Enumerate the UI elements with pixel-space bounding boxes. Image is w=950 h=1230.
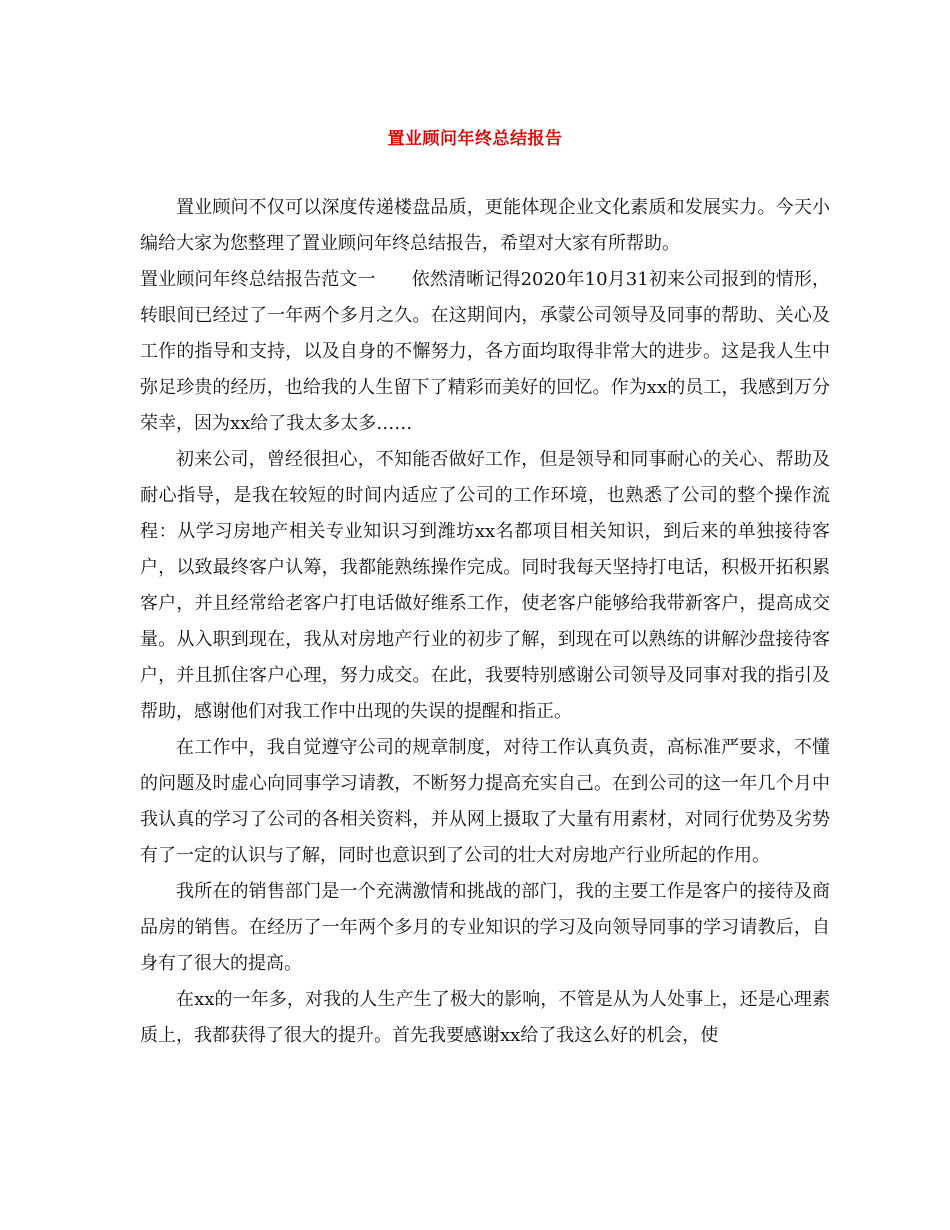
- body-paragraph: 在工作中，我自觉遵守公司的规章制度，对待工作认真负责，高标准严要求，不懂的问题及时虚心向同事学习请教，不断努力提高充实自己。在到公司的这一年几个月中我认真的学习了公司的各相关资料，并从网上摄取了大量有用素材，对同行优势及劣势有了一定的认识与了解，同时也意识到了公司的壮大对房地产行业所起的作用。: [140, 737, 830, 866]
- section-heading: 置业顾问年终总结报告范文一: [140, 269, 376, 290]
- document-title: 置业顾问年终总结报告: [387, 129, 563, 149]
- section-paragraph: [140, 262, 830, 442]
- body-paragraph: 我所在的销售部门是一个充满激情和挑战的部门，我的主要工作是客户的接待及商品房的销售。在经历了一年两个多月的专业知识的学习及向领导同事的学习请教后，自身有了很大的提高。: [140, 881, 830, 974]
- body-paragraph: 在xx的一年多，对我的人生产生了极大的影响，不管是从为人处事上，还是心理素质上，我都获得了很大的提升。首先我要感谢xx给了我这么好的机会，使: [140, 989, 830, 1046]
- intro-paragraph: 置业顾问不仅可以深度传递楼盘品质，更能体现企业文化素质和发展实力。今天小编给大家为您整理了置业顾问年终总结报告，希望对大家有所帮助。: [140, 197, 830, 254]
- body-paragraph: 初来公司，曾经很担心，不知能否做好工作，但是领导和同事耐心的关心、帮助及耐心指导，是我在较短的时间内适应了公司的工作环境，也熟悉了公司的整个操作流程：从学习房地产相关专业知识习到潍坊xx名都项目相关知识，到后来的单独接待客户，以致最终客户认筹，我都能熟练操作完成。同时我每天坚持打电话，积极开拓积累客户，并且经常给老客户打电话做好维系工作，使老客户能够给我带新客户，提高成交量。从入职到现在，我从对房地产行业的初步了解，到现在可以熟练的讲解沙盘接待客户，并且抓住客户心理，努力成交。在此，我要特别感谢公司领导及同事对我的指引及帮助，感谢他们对我工作中出现的失误的提醒和指正。: [140, 449, 830, 722]
- document-body: [140, 190, 830, 1054]
- section-opening-text: 依然清晰记得2020年10月31初来公司报到的情形，转眼间已经过了一年两个多月之久。在这期间内，承蒙公司领导及同事的帮助、关心及工作的指导和支持，以及自身的不懈努力，各方面均取得非常大的进步。这是我人生中弥足珍贵的经历，也给我的人生留下了精彩而美好的回忆。作为xx的员工，我感到万分荣幸，因为xx给了我太多太多……: [140, 269, 830, 434]
